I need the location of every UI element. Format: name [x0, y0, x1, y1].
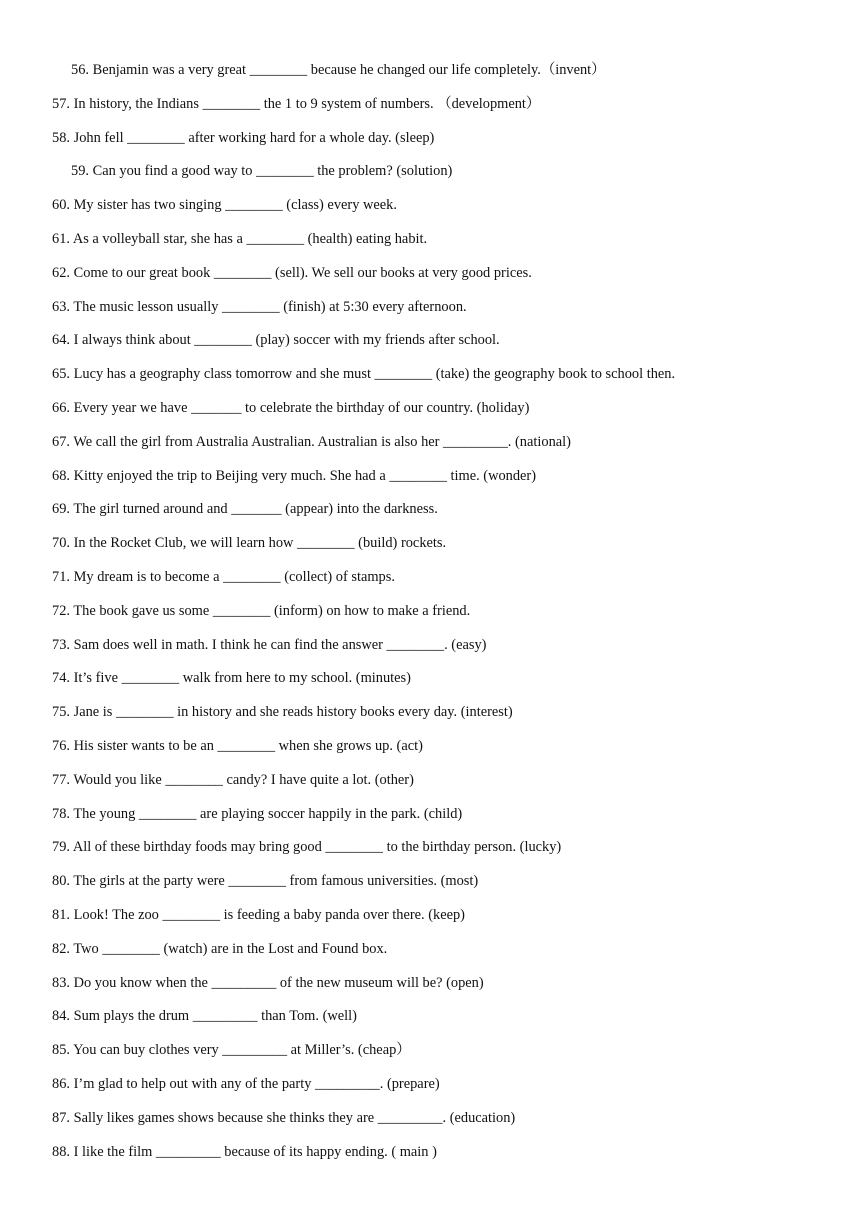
question-item: [0, 835, 860, 869]
question-text: All of these birthday foods may bring good ________ to the birthday person. (lucky): [72, 839, 562, 856]
question-text: My sister has two singing ________ (class) every week.: [73, 197, 397, 214]
question-number: 73.: [52, 636, 70, 653]
question-text: The music lesson usually ________ (finish) at 5:30 every afternoon.: [73, 298, 467, 315]
question-text: Two ________ (watch) are in the Lost and Found box.: [73, 940, 388, 957]
question-item: [0, 430, 860, 464]
question-text: As a volleyball star, she has a ________ (health) eating habit.: [72, 230, 428, 247]
question-item: [0, 362, 860, 396]
question-number: 69.: [52, 501, 70, 518]
question-text: Can you find a good way to ________ the problem? (solution): [92, 163, 453, 180]
question-text: Benjamin was a very great ________ because he changed our life completely.（invent）: [92, 62, 606, 78]
question-text: The girls at the party were ________ from famous universities. (most): [73, 873, 479, 890]
question-number: 58.: [52, 129, 70, 146]
question-text: The book gave us some ________ (inform) on how to make a friend.: [73, 602, 471, 619]
question-item: [0, 531, 860, 565]
question-item: [0, 396, 860, 430]
question-item: [0, 497, 860, 531]
question-number: 70.: [52, 535, 70, 552]
question-number: 75.: [52, 704, 70, 721]
question-item: [0, 328, 860, 362]
question-item: [0, 464, 860, 498]
question-number: 78.: [52, 805, 70, 822]
question-number: 86.: [52, 1075, 70, 1092]
question-number: 84.: [52, 1008, 70, 1025]
question-number: 76.: [52, 737, 70, 754]
question-number: 74.: [52, 670, 70, 687]
question-item: [0, 1106, 860, 1140]
question-item: [0, 193, 860, 227]
question-number: 60.: [52, 197, 70, 214]
question-number: 59.: [71, 163, 89, 180]
question-item: [0, 700, 860, 734]
question-item: [0, 971, 860, 1005]
question-text: His sister wants to be an ________ when she grows up. (act): [73, 737, 423, 754]
question-text: My dream is to become a ________ (collect) of stamps.: [73, 568, 395, 585]
question-item: [0, 734, 860, 768]
question-text: We call the girl from Australia Australian. Australian is also her _________. (national): [73, 433, 571, 450]
question-number: 66.: [52, 399, 70, 416]
question-item: [0, 666, 860, 700]
question-number: 85.: [52, 1042, 70, 1059]
question-number: 81.: [52, 906, 70, 923]
question-text: I like the film _________ because of its happy ending. ( main ): [73, 1143, 437, 1160]
question-item: [0, 1140, 860, 1174]
question-item: [0, 768, 860, 802]
question-item: [0, 58, 860, 92]
question-item: [0, 802, 860, 836]
question-text: Would you like ________ candy? I have quite a lot. (other): [73, 771, 414, 788]
question-item: [0, 565, 860, 599]
question-number: 82.: [52, 940, 70, 957]
question-item: [0, 159, 860, 193]
question-number: 61.: [52, 230, 70, 247]
question-number: 80.: [52, 873, 70, 890]
question-text: In history, the Indians ________ the 1 to 9 system of numbers. （development）: [73, 95, 541, 112]
question-text: I always think about ________ (play) soccer with my friends after school.: [73, 332, 500, 349]
question-number: 83.: [52, 974, 70, 991]
question-number: 77.: [52, 771, 70, 788]
question-item: [0, 903, 860, 937]
question-text: Lucy has a geography class tomorrow and she must ________ (take) the geography book to school then.: [73, 366, 676, 383]
question-text: In the Rocket Club, we will learn how ________ (build) rockets.: [73, 535, 447, 552]
question-number: 65.: [52, 366, 70, 383]
question-text: Kitty enjoyed the trip to Beijing very much. She had a ________ time. (wonder): [73, 467, 537, 484]
question-text: The girl turned around and _______ (appear) into the darkness.: [73, 501, 438, 518]
question-number: 56.: [71, 62, 89, 78]
question-text: I’m glad to help out with any of the party _________. (prepare): [73, 1075, 440, 1092]
question-text: Look! The zoo ________ is feeding a baby panda over there. (keep): [73, 906, 465, 923]
question-text: It’s five ________ walk from here to my school. (minutes): [73, 670, 411, 687]
question-text: Do you know when the _________ of the new museum will be? (open): [73, 974, 484, 991]
question-text: Sam does well in math. I think he can find the answer ________. (easy): [73, 636, 487, 653]
question-text: Every year we have _______ to celebrate the birthday of our country. (holiday): [73, 399, 530, 416]
question-text: You can buy clothes very _________ at Miller’s. (cheap）: [73, 1042, 411, 1059]
question-item: [0, 126, 860, 160]
question-item: [0, 599, 860, 633]
question-number: 87.: [52, 1109, 70, 1126]
question-number: 63.: [52, 298, 70, 315]
question-item: [0, 869, 860, 903]
question-text: John fell ________ after working hard for a whole day. (sleep): [73, 129, 435, 146]
question-number: 79.: [52, 839, 70, 856]
question-text: Jane is ________ in history and she reads history books every day. (interest): [73, 704, 513, 721]
question-list: [0, 58, 860, 1173]
question-item: [0, 1038, 860, 1072]
question-item: [0, 1004, 860, 1038]
question-number: 67.: [52, 433, 70, 450]
question-item: [0, 1072, 860, 1106]
question-number: 88.: [52, 1143, 70, 1160]
question-text: Sally likes games shows because she thinks they are _________. (education): [73, 1109, 516, 1126]
question-item: [0, 261, 860, 295]
question-item: [0, 92, 860, 126]
question-number: 71.: [52, 568, 70, 585]
question-text: Sum plays the drum _________ than Tom. (well): [73, 1008, 357, 1025]
question-number: 57.: [52, 95, 70, 112]
question-text: The young ________ are playing soccer happily in the park. (child): [73, 805, 463, 822]
question-number: 68.: [52, 467, 70, 484]
question-number: 62.: [52, 264, 70, 281]
question-item: [0, 937, 860, 971]
question-item: [0, 227, 860, 261]
question-item: [0, 295, 860, 329]
question-number: 64.: [52, 332, 70, 349]
question-number: 72.: [52, 602, 70, 619]
question-text: Come to our great book ________ (sell). We sell our books at very good prices.: [73, 264, 532, 281]
question-item: [0, 633, 860, 667]
